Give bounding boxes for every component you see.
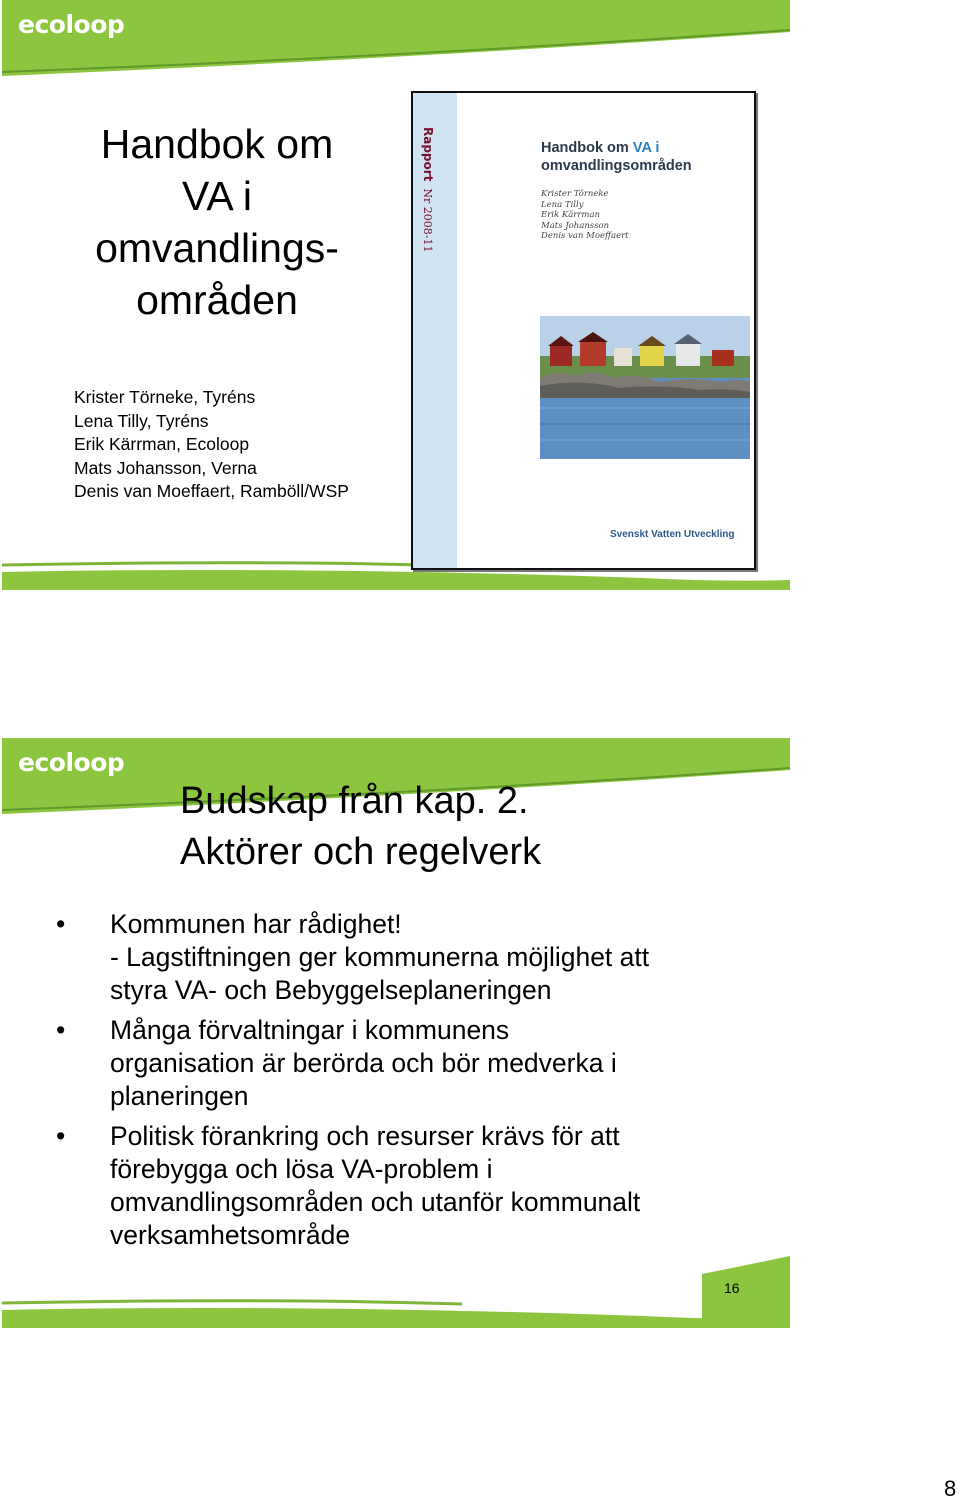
bullet-line: planeringen (110, 1081, 249, 1111)
cover-author: Lena Tilly (541, 199, 584, 210)
bullet-line: Många förvaltningar i kommunens (110, 1015, 510, 1045)
title-line: Aktörer och regelverk (180, 831, 542, 873)
cover-author: Krister Törneke (541, 189, 609, 199)
page-number: 8 (944, 1476, 957, 1501)
author-line: Krister Törneke, Tyréns (74, 387, 256, 407)
spine-number: Nr 2008-11 (421, 188, 434, 253)
bullet-line: Kommunen har rådighet! (110, 909, 402, 939)
bullet-line: - Lagstiftningen ger kommunerna möjlighet att (110, 942, 650, 972)
bullet-line: förebygga och lösa VA-problem i (110, 1154, 493, 1184)
slide-1 (2, 0, 790, 590)
bullet-dot-icon: • (56, 909, 66, 939)
cover-spine (413, 93, 457, 568)
author-list (74, 386, 349, 504)
bullet-line: verksamhetsområde (110, 1220, 351, 1250)
slide-number: 16 (724, 1280, 740, 1296)
slide-2-title (180, 776, 541, 878)
slide-2 (2, 738, 790, 1328)
author-line: Denis van Moeffaert, Ramböll/WSP (74, 481, 349, 501)
title-line: områden (136, 277, 298, 323)
cover-title (541, 139, 692, 175)
cover-author-list (541, 189, 629, 242)
bullet-dot-icon: • (56, 1015, 66, 1045)
cover-photo-harbour (540, 316, 750, 459)
ecoloop-logo: ecoloop (18, 748, 125, 777)
bullet-item (2, 1014, 790, 1113)
title-line: Budskap från kap. 2. (180, 780, 529, 822)
bullet-list (2, 908, 790, 1259)
cover-publisher: Svenskt Vatten Utveckling (610, 529, 735, 540)
cover-title-highlight: VA i (632, 140, 660, 156)
title-line: Handbok om (100, 121, 334, 167)
cover-author: Mats Johansson (541, 220, 610, 231)
bullet-line: omvandlingsområden och utanför kommunalt (110, 1187, 641, 1217)
bullet-line: organisation är berörda och bör medverka i (110, 1048, 617, 1078)
cover-author: Erik Kärrman (541, 210, 600, 220)
bullet-line: Politisk förankring och resurser krävs för att (110, 1121, 620, 1151)
cover-spine-text (421, 127, 435, 253)
bullet-item (2, 1120, 790, 1252)
report-cover-image (411, 91, 756, 570)
bullet-dot-icon: • (56, 1121, 66, 1151)
title-line: omvandlings- (95, 225, 339, 271)
slide-1-title (72, 118, 362, 326)
cover-title-line2: omvandlingsområden (541, 158, 692, 174)
title-line: VA i (182, 173, 252, 219)
bullet-item (2, 908, 790, 1007)
author-line: Mats Johansson, Verna (74, 457, 257, 478)
cover-title-line1: Handbok om (541, 140, 633, 156)
cover-author: Denis van Moeffaert (541, 231, 629, 241)
author-line: Lena Tilly, Tyréns (74, 410, 209, 431)
bullet-line: styra VA- och Bebyggelseplaneringen (110, 975, 552, 1005)
spine-label: Rapport (421, 127, 435, 182)
author-line: Erik Kärrman, Ecoloop (74, 434, 250, 454)
ecoloop-logo: ecoloop (18, 10, 125, 39)
